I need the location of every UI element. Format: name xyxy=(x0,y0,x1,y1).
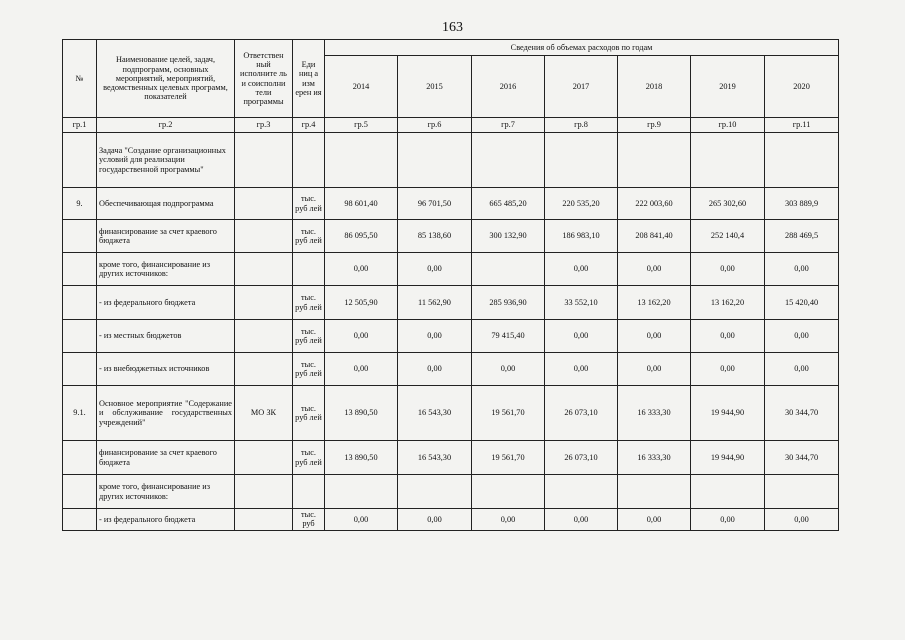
row-number: 9. xyxy=(63,188,97,220)
year-cell: 2016 xyxy=(472,56,545,118)
row-value xyxy=(398,133,472,188)
row-responsible: МО ЗК xyxy=(235,386,293,441)
table-row xyxy=(63,320,839,353)
row-value xyxy=(545,475,618,509)
row-value: 12 505,90 xyxy=(325,286,398,320)
row-responsible xyxy=(235,286,293,320)
row-unit: тыс. руб лей xyxy=(293,188,325,220)
column-number: гр.2 xyxy=(97,118,235,133)
row-unit: тыс. руб лей xyxy=(293,220,325,253)
row-value: 13 890,50 xyxy=(325,386,398,441)
row-number xyxy=(63,320,97,353)
row-responsible xyxy=(235,220,293,253)
column-number: гр.8 xyxy=(545,118,618,133)
row-value: 303 889,9 xyxy=(765,188,839,220)
row-value: 11 562,90 xyxy=(398,286,472,320)
table-row xyxy=(63,133,839,188)
row-value: 79 415,40 xyxy=(472,320,545,353)
row-unit: тыс. руб лей xyxy=(293,386,325,441)
table-row xyxy=(63,386,839,441)
row-value xyxy=(618,475,691,509)
row-value: 30 344,70 xyxy=(765,441,839,475)
row-name: Обеспечивающая подпрограмма xyxy=(97,188,235,220)
year-cell: 2017 xyxy=(545,56,618,118)
column-number: гр.10 xyxy=(691,118,765,133)
row-value: 0,00 xyxy=(765,353,839,386)
row-number xyxy=(63,286,97,320)
row-value: 300 132,90 xyxy=(472,220,545,253)
column-number: гр.6 xyxy=(398,118,472,133)
row-responsible xyxy=(235,133,293,188)
row-value xyxy=(325,475,398,509)
row-name: финансирование за счет краевого бюджета xyxy=(97,220,235,253)
row-value: 0,00 xyxy=(398,253,472,286)
header-num: № xyxy=(63,40,97,118)
column-number: гр.5 xyxy=(325,118,398,133)
row-number: 9.1. xyxy=(63,386,97,441)
row-name: - из федерального бюджета xyxy=(97,509,235,531)
header-expenses: Сведения об объемах расходов по годам xyxy=(325,40,839,56)
row-name: - из местных бюджетов xyxy=(97,320,235,353)
row-value: 0,00 xyxy=(472,509,545,531)
row-name: финансирование за счет краевого бюджета xyxy=(97,441,235,475)
row-value: 0,00 xyxy=(472,353,545,386)
row-value: 15 420,40 xyxy=(765,286,839,320)
row-unit xyxy=(293,475,325,509)
row-responsible xyxy=(235,188,293,220)
row-value: 0,00 xyxy=(691,253,765,286)
row-number xyxy=(63,220,97,253)
row-unit xyxy=(293,253,325,286)
row-value: 13 890,50 xyxy=(325,441,398,475)
row-unit: тыс. руб xyxy=(293,509,325,531)
row-value: 0,00 xyxy=(618,509,691,531)
row-responsible xyxy=(235,475,293,509)
row-name: Основное мероприятие "Содержание и обслуживание государственных учреждений" xyxy=(97,386,235,441)
column-number: гр.9 xyxy=(618,118,691,133)
row-value: 0,00 xyxy=(618,320,691,353)
row-value: 0,00 xyxy=(398,353,472,386)
row-value: 0,00 xyxy=(545,320,618,353)
row-value: 0,00 xyxy=(325,353,398,386)
row-value xyxy=(765,133,839,188)
row-value: 665 485,20 xyxy=(472,188,545,220)
row-name: кроме того, финансирование из других источников: xyxy=(97,475,235,509)
row-value: 19 561,70 xyxy=(472,441,545,475)
year-cell: 2014 xyxy=(325,56,398,118)
row-number xyxy=(63,353,97,386)
row-name: - из федерального бюджета xyxy=(97,286,235,320)
row-value: 0,00 xyxy=(325,509,398,531)
expenses-table xyxy=(62,39,839,531)
row-value: 98 601,40 xyxy=(325,188,398,220)
row-value xyxy=(472,253,545,286)
row-responsible xyxy=(235,509,293,531)
row-value xyxy=(472,475,545,509)
row-value xyxy=(691,133,765,188)
row-value: 222 003,60 xyxy=(618,188,691,220)
row-value: 0,00 xyxy=(618,353,691,386)
row-value: 208 841,40 xyxy=(618,220,691,253)
row-value xyxy=(472,133,545,188)
row-value: 16 333,30 xyxy=(618,441,691,475)
row-responsible xyxy=(235,441,293,475)
row-value: 0,00 xyxy=(325,253,398,286)
row-value xyxy=(545,133,618,188)
row-value: 0,00 xyxy=(398,320,472,353)
row-value xyxy=(765,475,839,509)
year-cell: 2020 xyxy=(765,56,839,118)
row-value: 13 162,20 xyxy=(691,286,765,320)
row-value: 265 302,60 xyxy=(691,188,765,220)
header-name: Наименование целей, задач, подпрограмм, основных мероприятий, мероприятий, ведомственных целевых программ, показателей xyxy=(97,40,235,118)
row-unit: тыс. руб лей xyxy=(293,353,325,386)
row-number xyxy=(63,133,97,188)
row-responsible xyxy=(235,253,293,286)
row-name: кроме того, финансирование из других источников: xyxy=(97,253,235,286)
row-unit: тыс. руб лей xyxy=(293,320,325,353)
column-number: гр.11 xyxy=(765,118,839,133)
row-value: 0,00 xyxy=(691,320,765,353)
row-value: 0,00 xyxy=(765,253,839,286)
row-unit: тыс. руб лей xyxy=(293,286,325,320)
row-value: 0,00 xyxy=(398,509,472,531)
row-value xyxy=(691,475,765,509)
row-value: 33 552,10 xyxy=(545,286,618,320)
row-number xyxy=(63,253,97,286)
year-cell: 2019 xyxy=(691,56,765,118)
row-value: 85 138,60 xyxy=(398,220,472,253)
row-value: 252 140,4 xyxy=(691,220,765,253)
table-row xyxy=(63,188,839,220)
row-responsible xyxy=(235,353,293,386)
row-name: - из внебюджетных источников xyxy=(97,353,235,386)
header-responsible: Ответствен ный исполните ль и соисполни тели программы xyxy=(235,40,293,118)
row-name: Задача "Создание организационных условий для реализации государственной программы" xyxy=(97,133,235,188)
row-value: 186 983,10 xyxy=(545,220,618,253)
row-value xyxy=(618,133,691,188)
row-value: 0,00 xyxy=(545,353,618,386)
table-row xyxy=(63,253,839,286)
row-value: 16 543,30 xyxy=(398,441,472,475)
row-value xyxy=(398,475,472,509)
row-value: 0,00 xyxy=(765,320,839,353)
row-value xyxy=(325,133,398,188)
row-value: 30 344,70 xyxy=(765,386,839,441)
row-unit: тыс. руб лей xyxy=(293,441,325,475)
column-number: гр.7 xyxy=(472,118,545,133)
table-row xyxy=(63,475,839,509)
table-row xyxy=(63,286,839,320)
row-number xyxy=(63,509,97,531)
table-row xyxy=(63,220,839,253)
row-value: 0,00 xyxy=(325,320,398,353)
row-value: 19 944,90 xyxy=(691,386,765,441)
row-value: 0,00 xyxy=(545,253,618,286)
row-value: 0,00 xyxy=(691,509,765,531)
page-number: 163 xyxy=(442,20,463,35)
row-number xyxy=(63,475,97,509)
row-value: 0,00 xyxy=(618,253,691,286)
year-cell: 2015 xyxy=(398,56,472,118)
row-number xyxy=(63,441,97,475)
header-unit: Еди ниц а изм ерен ия xyxy=(293,40,325,118)
row-value: 0,00 xyxy=(765,509,839,531)
row-value: 26 073,10 xyxy=(545,441,618,475)
table-row xyxy=(63,441,839,475)
row-value: 0,00 xyxy=(691,353,765,386)
row-value: 16 333,30 xyxy=(618,386,691,441)
column-number: гр.3 xyxy=(235,118,293,133)
year-cell: 2018 xyxy=(618,56,691,118)
table-row xyxy=(63,509,839,531)
row-value: 16 543,30 xyxy=(398,386,472,441)
row-value: 26 073,10 xyxy=(545,386,618,441)
row-value: 96 701,50 xyxy=(398,188,472,220)
row-value: 19 561,70 xyxy=(472,386,545,441)
row-unit xyxy=(293,133,325,188)
row-value: 86 095,50 xyxy=(325,220,398,253)
row-value: 19 944,90 xyxy=(691,441,765,475)
row-value: 0,00 xyxy=(545,509,618,531)
row-responsible xyxy=(235,320,293,353)
table-row xyxy=(63,353,839,386)
row-value: 288 469,5 xyxy=(765,220,839,253)
row-value: 13 162,20 xyxy=(618,286,691,320)
column-number: гр.4 xyxy=(293,118,325,133)
row-value: 285 936,90 xyxy=(472,286,545,320)
column-number: гр.1 xyxy=(63,118,97,133)
row-value: 220 535,20 xyxy=(545,188,618,220)
column-numbers-row xyxy=(63,118,839,133)
